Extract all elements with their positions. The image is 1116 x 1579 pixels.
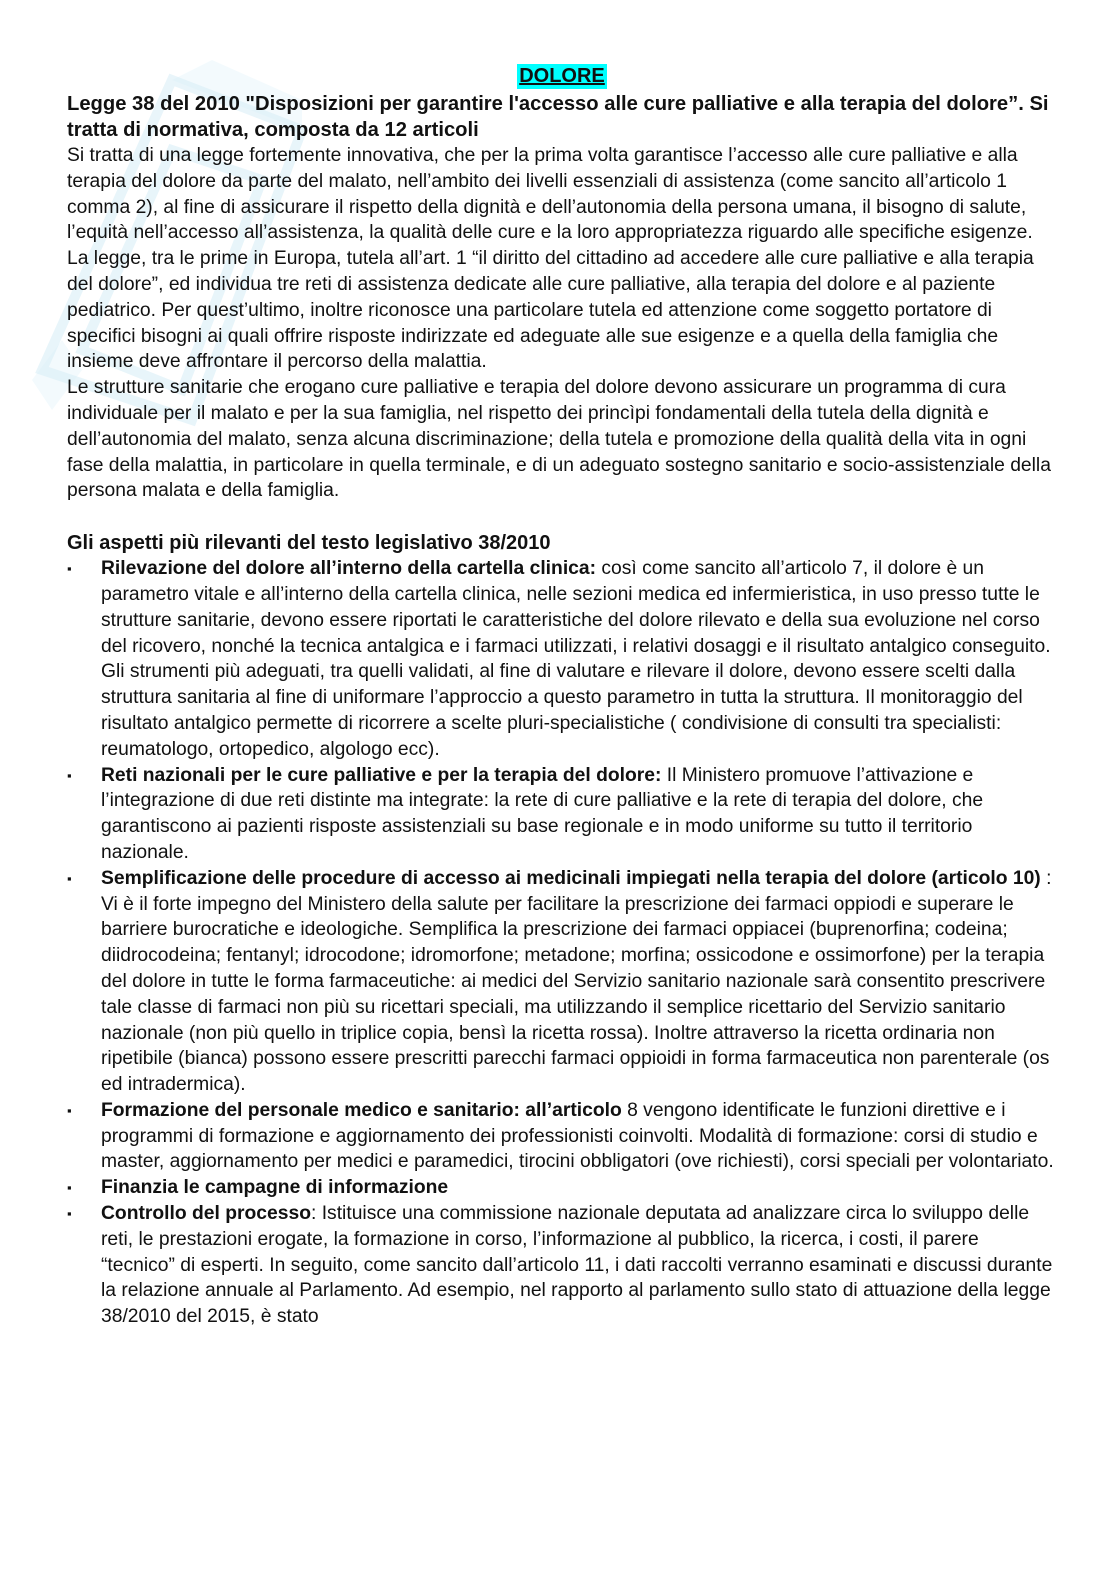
list-item [67,556,1057,762]
list-item [67,763,1057,866]
list-item-heading: Rilevazione del dolore all’interno della cartella clinica: [101,558,597,580]
list-item-heading: Semplificazione delle procedure di accesso ai medicinali impiegati nella terapia del dolore (articolo 10) [101,867,1041,889]
bullet-icon: ▪ [67,561,72,577]
bullet-icon: ▪ [67,870,72,886]
section-heading: Gli aspetti più rilevanti del testo legislativo 38/2010 [67,532,551,555]
spacer [67,504,1057,530]
list-item-heading: Reti nazionali per le cure palliative e per la terapia del dolore: [101,764,662,786]
list-item-text: Il Ministero promuove l’attivazione e l’integrazione di due reti distinte ma integrate: la rete di cure palliative e la rete di terapia del dolore, che garantiscono ai pazienti risposte assistenziali su base regionale e in modo uniforme su tutto il territorio nazionale. [101,764,984,863]
paragraph-intro: Si tratta di una legge fortemente innovativa, che per la prima volta garantisce l’accesso alle cure palliative e alla terapia del dolore da parte del malato, nell’ambito dei livelli essenziali di assistenza (come sancito all’articolo 1 comma 2), al fine di assicurare il rispetto della dignità e dell’autonomia della persona umana, il bisogno di salute, l’equità nell’accesso all’assistenza, la qualità delle cure e la loro appropriatezza riguardo alle specifiche esigenze. [67,145,1033,244]
aspects-list [67,556,1057,1330]
list-item [67,1201,1057,1330]
bullet-icon: ▪ [67,1102,72,1118]
bullet-icon: ▪ [67,767,72,783]
list-item-heading: Finanzia le campagne di informazione [101,1177,449,1199]
list-item-text: : Vi è il forte impegno del Ministero della salute per facilitare la prescrizione dei farmaci oppiodi e superare le barriere burocratiche e ideologiche. Semplifica la prescrizione dei farmaci oppiacei (buprenorfina; codeina; diidrocodeina; fentanyl; idrocodone; idromorfone; metadone; morfina; ossicodone e ossimorfone) per la terapia del dolore in tutte le forma farmaceutiche: ai medici del Servizio sanitario nazionale sarà consentito prescrivere tale classe di farmaci non più su ricettari speciali, ma utilizzando il semplice ricettario del Servizio sanitario nazionale (non più quello in triplice copia, bensì la ricetta rossa). Inoltre attraverso la ricetta ordinaria non ripetibile (bianca) possono essere prescritti parecchi farmaci oppioidi in forma farmaceutica non parenterale (os ed intradermica). [101,867,1052,1096]
list-item [67,1098,1057,1175]
list-item-text: 8 vengono identificate le funzioni direttive e i programmi di formazione e aggiornamento dei professionisti coinvolti. Modalità di formazione: corsi di studio e master, aggiornamento per medici e paramedici, tirocini obbligatori (ove richiesti), corsi speciali per volontariato. [101,1099,1054,1173]
bullet-icon: ▪ [67,1206,72,1222]
list-item-text: così come sancito all’articolo 7, il dolore è un parametro vitale e all’interno della cartella clinica, nelle sezioni medica ed infermieristica, in uso presso tutte le strutture sanitarie, devono essere riportati le caratteristiche del dolore rilevato e della sua evoluzione nel corso del ricovero, nonché la tecnica antalgica e i farmaci utilizzati, i relativi dosaggi e il risultato antalgico conseguito. Gli strumenti più adeguati, tra quelli validati, al fine di valutare e rilevare il dolore, devono essere scelti dalla struttura sanitaria al fine di uniformare l’approccio a questo parametro in tutta la struttura. Il monitoraggio del risultato antalgico permette di ricorrere a scelte pluri-specialistiche ( condivisione di consulti tra specialisti: reumatologo, ortopedico, algologo ecc). [101,558,1051,760]
list-item-heading: Controllo del processo [101,1203,311,1225]
paragraph-europe: La legge, tra le prime in Europa, tutela all’art. 1 “il diritto del cittadino ad accedere alle cure palliative e alla terapia del dolore”, ed individua tre reti di assistenza dedicate alle cure palliative, alla terapia del dolore e al paziente pediatrico. Per quest’ultimo, inoltre riconosce una particolare tutela ed attenzione come soggetto portatore di specifici bisogni ai quali offrire risposte indirizzate ed adeguate alle sue esigenze e a quella della famiglia che insieme deve affrontare il percorso della malattia. [67,248,1034,373]
title-row [67,64,1057,91]
page-title: DOLORE [519,65,605,87]
list-item-heading: Formazione del personale medico e sanitario: all’articolo [101,1099,622,1121]
bullet-icon: ▪ [67,1180,72,1196]
list-item [67,866,1057,1098]
list-item [67,1175,1057,1201]
list-item-text: : Istituisce una commissione nazionale deputata ad analizzare circa lo sviluppo delle reti, le prestazioni erogate, la formazione in corso, l’informazione al pubblico, la ricerca, i costi, il parere “tecnico” di esperti. In seguito, come sancito dall’articolo 11, i dati raccolti verranno esaminati e discussi durante la relazione annuale al Parlamento. Ad esempio, nel rapporto al parlamento sullo stato di attuazione della legge 38/2010 del 2015, è stato [101,1203,1053,1328]
law-subtitle: Legge 38 del 2010 "Disposizioni per garantire l'accesso alle cure palliative e alla terapia del dolore”. Si tratta di normativa, composta da 12 articoli [67,93,1049,141]
document-page [67,64,1057,1330]
paragraph-structures: Le strutture sanitarie che erogano cure palliative e terapia del dolore devono assicurare un programma di cura individuale per il malato e per la sua famiglia, nel rispetto dei princìpi fondamentali della tutela della dignità e dell’autonomia del malato, senza alcuna discriminazione; della tutela e promozione della qualità della vita in ogni fase della malattia, in particolare in quella terminale, e di un adeguato sostegno sanitario e socio-assistenziale della persona malata e della famiglia. [67,377,1051,502]
